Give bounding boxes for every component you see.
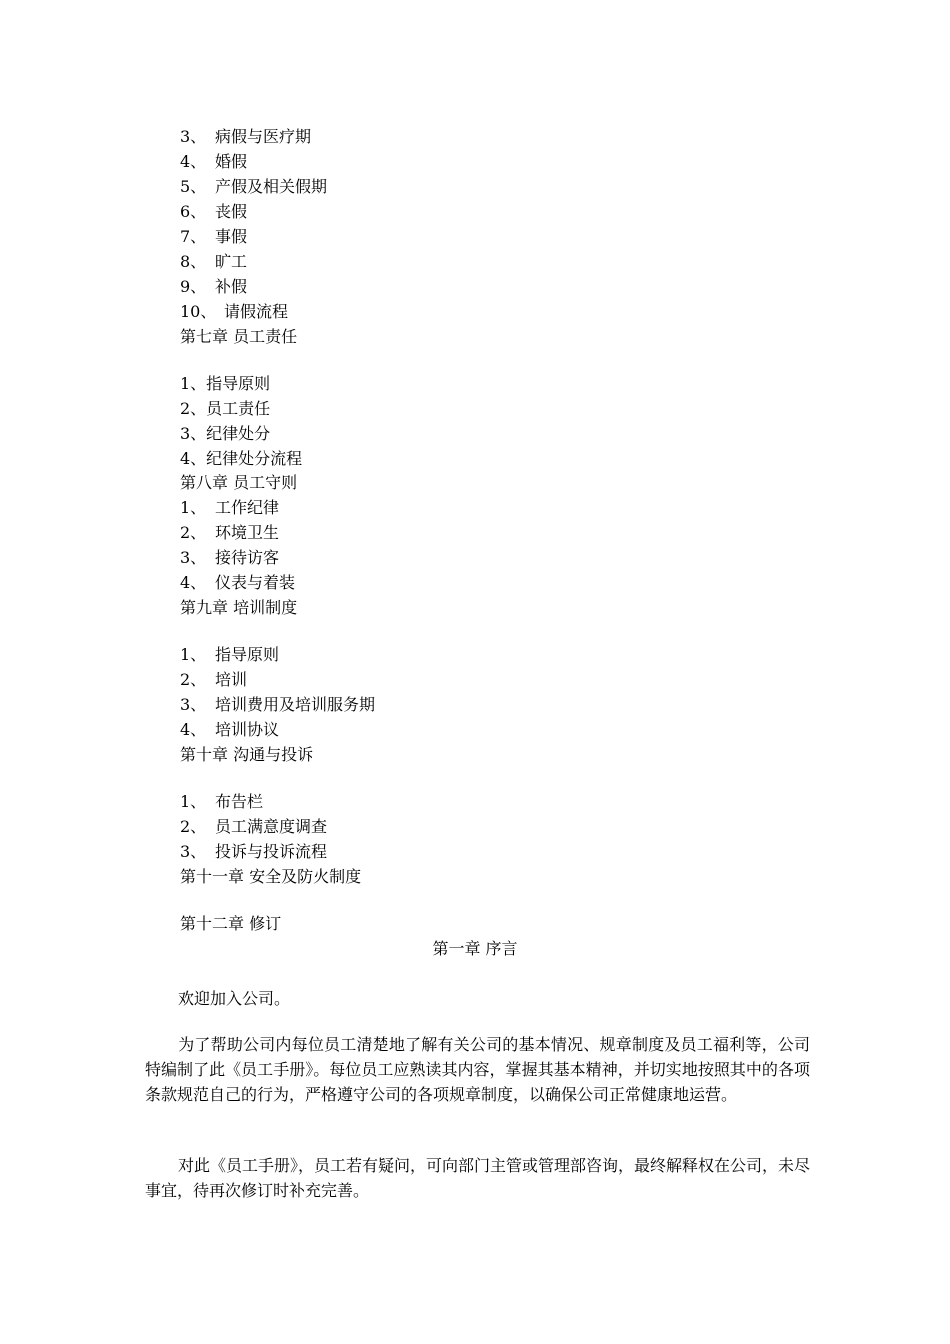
toc-item: 1、 工作纪律 bbox=[180, 498, 280, 517]
toc-item: 3、纪律处分 bbox=[180, 424, 271, 443]
toc-item: 1、 指导原则 bbox=[180, 645, 280, 664]
toc-item: 2、 员工满意度调查 bbox=[180, 817, 328, 836]
toc-item: 3、 投诉与投诉流程 bbox=[180, 842, 328, 861]
toc-chapter-title: 第十二章 修订 bbox=[180, 914, 282, 933]
toc-item: 2、员工责任 bbox=[180, 399, 271, 418]
toc-item: 10、 请假流程 bbox=[180, 302, 289, 321]
paragraph: 欢迎加入公司。 bbox=[178, 989, 291, 1008]
toc-item: 6、 丧假 bbox=[180, 202, 248, 221]
toc-item: 2、 环境卫生 bbox=[180, 523, 280, 542]
toc-item: 4、 仪表与着装 bbox=[180, 573, 296, 592]
toc-chapter-title: 第十章 沟通与投诉 bbox=[180, 745, 314, 764]
toc-chapter-title: 第八章 员工守则 bbox=[180, 473, 298, 492]
toc-chapter-title: 第十一章 安全及防火制度 bbox=[180, 867, 362, 886]
toc-item: 4、纪律处分流程 bbox=[180, 449, 303, 468]
toc-item: 3、 病假与医疗期 bbox=[180, 127, 312, 146]
toc-chapter-title: 第七章 员工责任 bbox=[180, 327, 298, 346]
toc-item: 8、 旷工 bbox=[180, 252, 248, 271]
toc-item: 3、 接待访客 bbox=[180, 548, 280, 567]
toc-item: 4、 培训协议 bbox=[180, 720, 280, 739]
toc-item: 2、 培训 bbox=[180, 670, 248, 689]
paragraph: 为了帮助公司内每位员工清楚地了解有关公司的基本情况、规章制度及员工福利等，公司特编制了此《员工手册》。每位员工应熟读其内容，掌握其基本精神，并切实地按照其中的各项条款规范自己的行为，严格遵守公司的各项规章制度，以确保公司正常健康地运营。 bbox=[145, 1035, 810, 1104]
toc-item: 4、 婚假 bbox=[180, 152, 248, 171]
toc-chapter-title: 第九章 培训制度 bbox=[180, 598, 298, 617]
toc-item: 1、指导原则 bbox=[180, 374, 271, 393]
toc-item: 5、 产假及相关假期 bbox=[180, 177, 328, 196]
chapter-heading: 第一章 序言 bbox=[432, 939, 518, 958]
toc-item: 7、 事假 bbox=[180, 227, 248, 246]
toc-item: 9、 补假 bbox=[180, 277, 248, 296]
toc-item: 3、 培训费用及培训服务期 bbox=[180, 695, 376, 714]
paragraph: 对此《员工手册》，员工若有疑问，可向部门主管或管理部咨询，最终解释权在公司，未尽事宜，待再次修订时补充完善。 bbox=[145, 1156, 811, 1200]
toc-item: 1、 布告栏 bbox=[180, 792, 264, 811]
